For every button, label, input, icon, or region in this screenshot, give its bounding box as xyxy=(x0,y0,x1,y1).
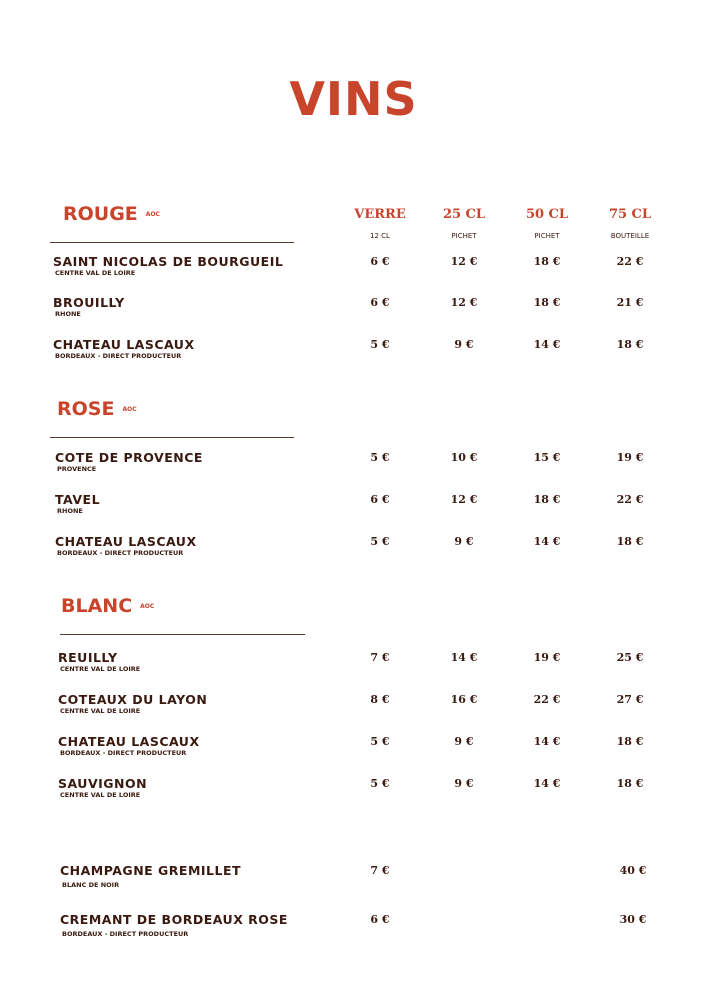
wine-price: 10 € xyxy=(450,451,478,464)
column-subheader: PICHET xyxy=(451,232,477,240)
wine-region: PROVENCE xyxy=(57,465,97,473)
column-header: 25 CL xyxy=(442,207,486,222)
wine-price: 18 € xyxy=(616,338,644,351)
wine-name: COTEAUX DU LAYON xyxy=(58,692,208,707)
wine-price: 25 € xyxy=(616,651,644,664)
wine-region: CENTRE VAL DE LOIRE xyxy=(60,707,141,715)
wine-region: CENTRE VAL DE LOIRE xyxy=(60,665,141,673)
column-subheader: 12 CL xyxy=(370,232,390,240)
wine-region: BORDEAUX - DIRECT PRODUCTEUR xyxy=(60,749,187,757)
wine-price: 5 € xyxy=(370,535,390,548)
wine-price: 14 € xyxy=(533,777,561,790)
wine-region: BORDEAUX - DIRECT PRODUCTEUR xyxy=(55,352,182,360)
section-tag: AOC xyxy=(122,406,137,413)
wine-name: CHATEAU LASCAUX xyxy=(53,337,195,352)
wine-region: CENTRE VAL DE LOIRE xyxy=(60,791,141,799)
wine-price: 9 € xyxy=(454,535,474,548)
wine-name: TAVEL xyxy=(55,492,101,507)
wine-price: 12 € xyxy=(450,255,478,268)
section-heading-blanc xyxy=(61,595,154,617)
wine-price: 40 € xyxy=(619,864,647,877)
wine-price: 5 € xyxy=(370,777,390,790)
wine-price: 18 € xyxy=(533,493,561,506)
section-divider xyxy=(50,437,294,438)
section-title: BLANC xyxy=(61,595,133,617)
wine-region: RHONE xyxy=(57,507,83,515)
column-subheader: BOUTEILLE xyxy=(610,232,650,240)
wine-price: 18 € xyxy=(616,535,644,548)
wine-price: 8 € xyxy=(370,693,390,706)
wine-price: 16 € xyxy=(450,693,478,706)
wine-price: 18 € xyxy=(533,255,561,268)
column-subheader: PICHET xyxy=(534,232,560,240)
wine-price: 6 € xyxy=(370,913,390,926)
column-header: VERRE xyxy=(354,207,406,222)
wine-price: 18 € xyxy=(616,777,644,790)
wine-price: 9 € xyxy=(454,777,474,790)
wine-price: 6 € xyxy=(370,296,390,309)
wine-price: 7 € xyxy=(370,651,390,664)
wine-name: REUILLY xyxy=(58,650,118,665)
section-title: ROUGE xyxy=(63,203,138,225)
wine-price: 19 € xyxy=(533,651,561,664)
wine-name: COTE DE PROVENCE xyxy=(55,450,203,465)
wine-name: SAINT NICOLAS DE BOURGUEIL xyxy=(53,254,284,269)
wine-price: 22 € xyxy=(616,493,644,506)
wine-price: 30 € xyxy=(619,913,647,926)
wine-price: 22 € xyxy=(616,255,644,268)
column-header: 50 CL xyxy=(525,207,569,222)
section-heading-rose xyxy=(57,398,137,420)
wine-price: 5 € xyxy=(370,735,390,748)
wine-name: BROUILLY xyxy=(53,295,125,310)
wine-price: 7 € xyxy=(370,864,390,877)
wine-price: 12 € xyxy=(450,493,478,506)
wine-price: 27 € xyxy=(616,693,644,706)
wine-region: BORDEAUX - DIRECT PRODUCTEUR xyxy=(62,930,189,938)
wine-name: CHATEAU LASCAUX xyxy=(58,734,200,749)
wine-name: CHAMPAGNE GREMILLET xyxy=(60,863,242,878)
section-heading-rouge xyxy=(63,203,160,225)
wine-price: 12 € xyxy=(450,296,478,309)
page-title: VINS xyxy=(289,72,418,126)
column-header: 75 CL xyxy=(608,207,652,222)
wine-price: 19 € xyxy=(616,451,644,464)
wine-price: 6 € xyxy=(370,255,390,268)
wine-price: 14 € xyxy=(450,651,478,664)
wine-region: BORDEAUX - DIRECT PRODUCTEUR xyxy=(57,549,184,557)
section-title: ROSE xyxy=(57,398,115,420)
wine-price: 5 € xyxy=(370,451,390,464)
wine-price: 9 € xyxy=(454,338,474,351)
wine-price: 14 € xyxy=(533,338,561,351)
section-tag: AOC xyxy=(145,211,160,218)
wine-name: CREMANT DE BORDEAUX ROSE xyxy=(60,912,288,927)
wine-price: 9 € xyxy=(454,735,474,748)
wine-price: 22 € xyxy=(533,693,561,706)
section-divider xyxy=(60,634,305,635)
wine-price: 6 € xyxy=(370,493,390,506)
wine-region: RHONE xyxy=(55,310,81,318)
wine-name: SAUVIGNON xyxy=(58,776,148,791)
wine-price: 18 € xyxy=(616,735,644,748)
section-divider xyxy=(50,242,294,243)
wine-name: CHATEAU LASCAUX xyxy=(55,534,197,549)
wine-price: 14 € xyxy=(533,535,561,548)
wine-price: 18 € xyxy=(533,296,561,309)
wine-price: 14 € xyxy=(533,735,561,748)
wine-region: BLANC DE NOIR xyxy=(62,881,120,889)
wine-price: 15 € xyxy=(533,451,561,464)
wine-price: 21 € xyxy=(616,296,644,309)
wine-price: 5 € xyxy=(370,338,390,351)
wine-region: CENTRE VAL DE LOIRE xyxy=(55,269,136,277)
section-tag: AOC xyxy=(140,603,155,610)
